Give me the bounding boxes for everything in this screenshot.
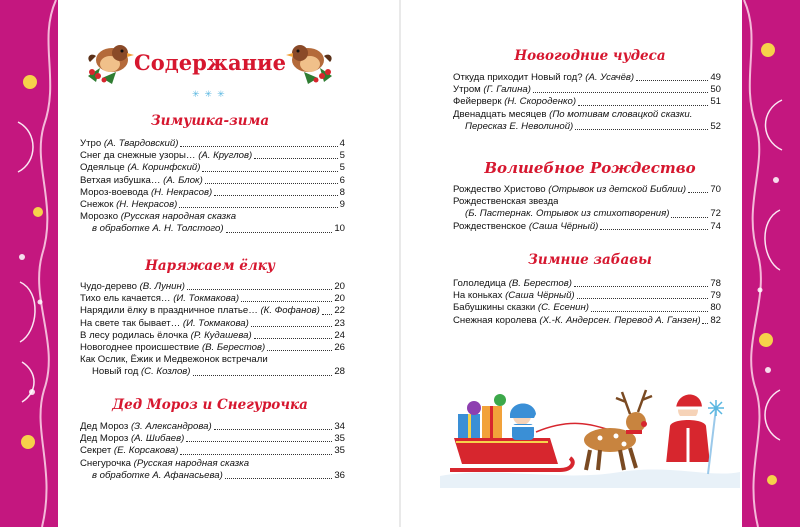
toc-entry[interactable]: Ветхая избушка… (А. Блок) 6 bbox=[80, 174, 345, 186]
toc-entry-continuation[interactable]: (Б. Пастернак. Отрывок из стихотворения) 72 bbox=[465, 208, 721, 220]
toc-entry[interactable]: Нарядили ёлку в праздничное платье… (К. Фофанов) 22 bbox=[80, 305, 345, 317]
toc-entry-continuation[interactable]: Пересказ Е. Неволиной) 52 bbox=[465, 120, 721, 132]
bird-holly-right-illustration bbox=[282, 38, 338, 86]
toc-entry[interactable]: Фейерверк (Н. Скороденко) 51 bbox=[453, 96, 721, 108]
toc-entry-continuation[interactable]: в обработке А. Н. Толстого) 10 bbox=[92, 223, 345, 235]
toc-entry-continuation[interactable]: в обработке А. Афанасьева) 36 bbox=[92, 469, 345, 481]
toc-entry[interactable]: Морозко (Русская народная сказка bbox=[80, 211, 237, 223]
toc-entry[interactable]: Как Ослик, Ёжик и Медвежонок встречали bbox=[80, 354, 268, 366]
toc-entry[interactable]: Снежок (Н. Некрасов) 9 bbox=[80, 199, 345, 211]
toc-list-ded-moroz bbox=[80, 421, 345, 482]
toc-entry[interactable]: Утро (А. Твардовский) 4 bbox=[80, 138, 345, 149]
snowflake-stars: ✳✳✳ bbox=[192, 89, 230, 99]
toc-entry[interactable]: Рождественская звезда bbox=[453, 196, 559, 208]
toc-entry[interactable]: Одеяльце (А. Коринфский) 5 bbox=[80, 162, 345, 174]
toc-list-naryazhaem bbox=[80, 281, 345, 379]
right-flower-ornaments bbox=[746, 10, 792, 510]
toc-entry[interactable]: Двенадцать месяцев (По мотивам словацкой сказки. bbox=[453, 108, 693, 120]
toc-entry[interactable]: На коньках (Саша Чёрный) 79 bbox=[453, 290, 721, 302]
toc-entry[interactable]: Дед Мороз (З. Александрова) 34 bbox=[80, 421, 345, 432]
toc-entry[interactable]: Снег да снежные узоры… (А. Круглов) 5 bbox=[80, 150, 345, 162]
section-title-zimushka: Зимушка-зима bbox=[150, 113, 270, 129]
toc-entry[interactable]: Гололедица (В. Берестов) 78 bbox=[453, 278, 721, 289]
section-title-rozhdestvo: Волшебное Рождество bbox=[484, 159, 696, 177]
toc-entry-continuation[interactable]: Новый год (С. Козлов) 28 bbox=[92, 366, 345, 378]
toc-entry[interactable]: Секрет (Е. Корсакова) 35 bbox=[80, 445, 345, 457]
left-flower-ornaments bbox=[8, 62, 54, 482]
page-gutter bbox=[399, 0, 401, 527]
toc-entry[interactable]: На свете так бывает… (И. Токмакова) 23 bbox=[80, 317, 345, 329]
contents-title: Содержание bbox=[134, 50, 286, 75]
section-title-ded-moroz: Дед Мороз и Снегурочка bbox=[112, 397, 308, 413]
toc-list-rozhdestvo bbox=[453, 184, 721, 233]
toc-entry[interactable]: Тихо ель качается… (И. Токмакова) 20 bbox=[80, 293, 345, 305]
toc-list-zabavy bbox=[453, 278, 721, 327]
toc-entry[interactable]: Новогоднее происшествие (В. Берестов) 26 bbox=[80, 342, 345, 354]
toc-entry[interactable]: Дед Мороз (А. Шибаев) 35 bbox=[80, 433, 345, 445]
toc-entry[interactable]: Снегурочка (Русская народная сказка bbox=[80, 457, 250, 469]
section-title-chudesa: Новогодние чудеса bbox=[514, 48, 666, 64]
toc-list-chudesa bbox=[453, 72, 721, 133]
toc-entry[interactable]: Рождество Христово (Отрывок из детской Библии) 70 bbox=[453, 184, 721, 195]
toc-entry[interactable]: Чудо-дерево (В. Лунин) 20 bbox=[80, 281, 345, 292]
toc-entry[interactable]: Бабушкины сказки (С. Есенин) 80 bbox=[453, 302, 721, 314]
toc-entry[interactable]: Утром (Г. Галина) 50 bbox=[453, 84, 721, 96]
santa-sleigh-illustration bbox=[440, 378, 740, 488]
section-title-zabavy: Зимние забавы bbox=[528, 252, 652, 268]
toc-entry[interactable]: Мороз-воевода (Н. Некрасов) 8 bbox=[80, 186, 345, 198]
section-title-naryazhaem: Наряжаем ёлку bbox=[145, 258, 275, 274]
toc-list-zimushka bbox=[80, 138, 345, 236]
toc-entry[interactable]: Снежная королева (Х.-К. Андерсен. Перевод А. Ганзен) 82 bbox=[453, 314, 721, 326]
toc-entry[interactable]: Рождественское (Саша Чёрный) 74 bbox=[453, 220, 721, 232]
toc-entry[interactable]: Откуда приходит Новый год? (А. Усачёв) 49 bbox=[453, 72, 721, 83]
toc-entry[interactable]: В лесу родилась ёлочка (Р. Кудашева) 24 bbox=[80, 329, 345, 341]
